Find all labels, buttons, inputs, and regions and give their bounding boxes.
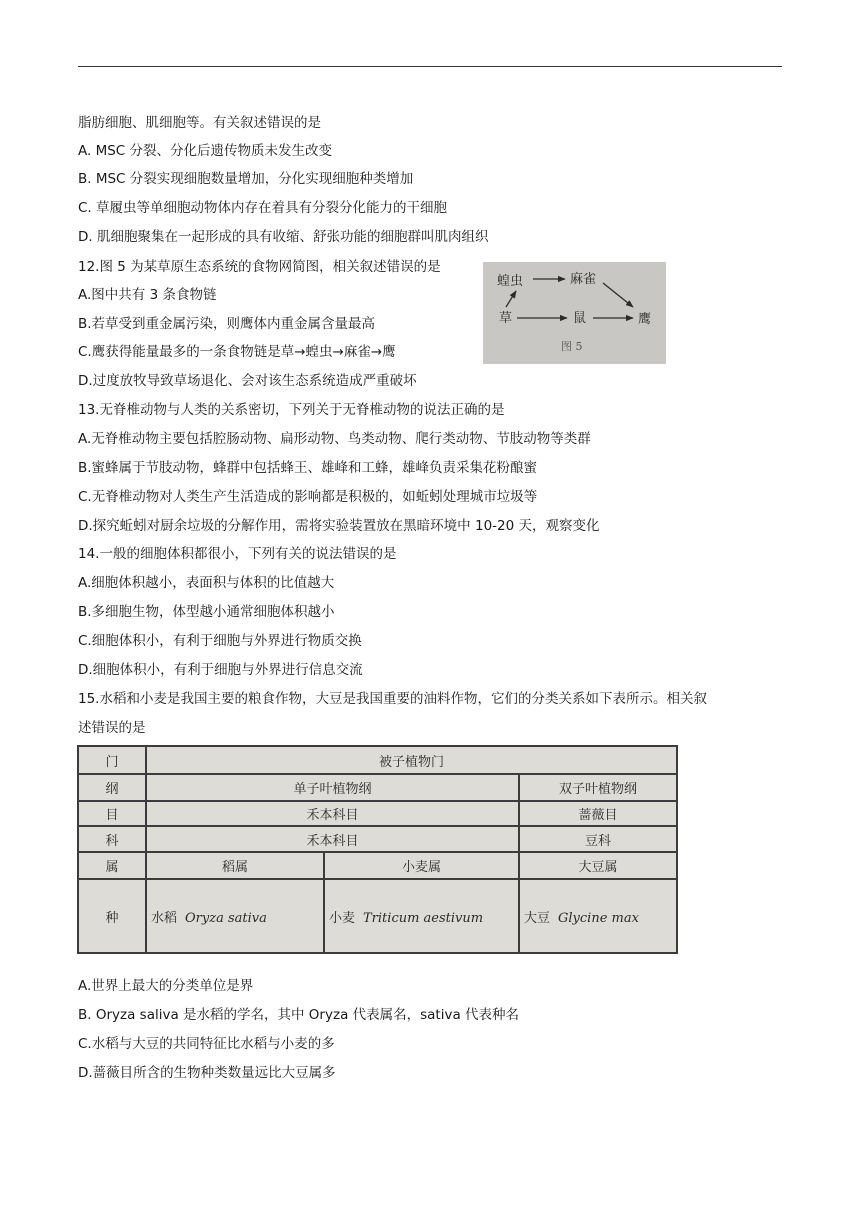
node-mouse: 鼠 [573, 311, 587, 326]
question-15-stem-cont: 述错误的是 [78, 720, 146, 736]
row-label-class: 纲 [78, 774, 146, 801]
question-13-stem: 13.无脊椎动物与人类的关系密切，下列关于无脊椎动物的说法正确的是 [78, 402, 505, 418]
q12-option-c: C.鹰获得能量最多的一条食物链是草→蝗虫→麻雀→鹰 [78, 344, 396, 360]
q12-option-a: A.图中共有 3 条食物链 [78, 287, 217, 303]
q12-option-b: B.若草受到重金属污染，则鹰体内重金属含量最高 [78, 316, 376, 332]
header-rule [78, 66, 782, 67]
node-locust: 蝗虫 [497, 274, 524, 289]
row-label-family: 科 [78, 826, 146, 852]
q14-option-d: D.细胞体积小，有利于细胞与外界进行信息交流 [78, 662, 363, 678]
question-14-stem: 14.一般的细胞体积都很小，下列有关的说法错误的是 [78, 546, 397, 562]
q11-option-c: C. 草履虫等单细胞动物体内存在着具有分裂分化能力的干细胞 [78, 200, 448, 216]
cell-genus-rice: 稻属 [146, 852, 324, 879]
q11-option-b: B. MSC 分裂实现细胞数量增加，分化实现细胞种类增加 [78, 171, 414, 187]
cell-class-di: 双子叶植物纲 [519, 774, 677, 801]
q12-option-d: D.过度放牧导致草场退化、会对该生态系统造成严重破坏 [78, 373, 417, 389]
row-label-order: 目 [78, 801, 146, 826]
q15-option-a: A.世界上最大的分类单位是界 [78, 978, 254, 994]
q14-option-a: A.细胞体积越小，表面积与体积的比值越大 [78, 575, 335, 591]
figure-caption: 图 5 [561, 340, 583, 353]
q13-option-b: B.蜜蜂属于节肢动物，蜂群中包括蜂王、雄峰和工蜂，雄峰负责采集花粉酿蜜 [78, 460, 538, 476]
row-label-phylum: 门 [78, 746, 146, 774]
q11-option-a: A. MSC 分裂、分化后遗传物质未发生改变 [78, 143, 333, 159]
soy-name: 大豆 [524, 910, 551, 926]
figure-5-food-web [483, 262, 666, 364]
cell-family-mono: 禾本科目 [146, 826, 519, 852]
q13-option-d: D.探究蚯蚓对厨余垃圾的分解作用，需将实验装置放在黑暗环境中 10-20 天，观察变化 [78, 518, 600, 534]
q13-option-c: C.无脊椎动物对人类生产生活造成的影响都是积极的，如蚯蚓处理城市垃圾等 [78, 489, 538, 505]
cell-species-soy [519, 879, 677, 953]
wheat-name: 小麦 [329, 910, 356, 926]
arrow-sparrow-eagle [603, 283, 633, 307]
row-label-genus: 属 [78, 852, 146, 879]
node-sparrow: 麻雀 [570, 272, 597, 287]
q15-option-c: C.水稻与大豆的共同特征比水稻与小麦的多 [78, 1036, 335, 1052]
cell-order-di: 蔷薇目 [519, 801, 677, 826]
cell-species-wheat [324, 879, 519, 953]
node-eagle: 鹰 [638, 312, 652, 327]
cell-genus-soy: 大豆属 [519, 852, 677, 879]
taxonomy-table [77, 745, 678, 954]
question-11-stem-cont: 脂肪细胞、肌细胞等。有关叙述错误的是 [78, 115, 321, 131]
rice-latin: Oryza sativa [185, 910, 267, 926]
cell-phylum: 被子植物门 [146, 746, 677, 774]
cell-family-di: 豆科 [519, 826, 677, 852]
question-12-stem: 12.图 5 为某草原生态系统的食物网简图，相关叙述错误的是 [78, 259, 441, 275]
q15-option-d: D.蔷薇目所含的生物种类数量远比大豆属多 [78, 1065, 336, 1081]
q11-option-d: D. 肌细胞聚集在一起形成的具有收缩、舒张功能的细胞群叫肌肉组织 [78, 229, 489, 245]
wheat-latin: Triticum aestivum [363, 910, 484, 926]
q13-option-a: A.无脊椎动物主要包括腔肠动物、扁形动物、鸟类动物、爬行类动物、节肢动物等类群 [78, 431, 591, 447]
q14-option-c: C.细胞体积小，有利于细胞与外界进行物质交换 [78, 633, 362, 649]
question-15-stem: 15.水稻和小麦是我国主要的粮食作物，大豆是我国重要的油料作物，它们的分类关系如下表所示。相关叙 [78, 691, 707, 707]
cell-class-mono: 单子叶植物纲 [146, 774, 519, 801]
rice-name: 水稻 [151, 910, 178, 926]
cell-genus-wheat: 小麦属 [324, 852, 519, 879]
row-label-species: 种 [78, 879, 146, 953]
cell-order-mono: 禾本科目 [146, 801, 519, 826]
cell-species-rice [146, 879, 324, 953]
q15-option-b: B. Oryza saliva 是水稻的学名，其中 Oryza 代表属名，sativa 代表种名 [78, 1007, 520, 1023]
arrow-grass-locust [506, 291, 516, 307]
node-grass: 草 [499, 311, 513, 326]
q14-option-b: B.多细胞生物，体型越小通常细胞体积越小 [78, 604, 335, 620]
soy-latin: Glycine max [558, 910, 639, 926]
